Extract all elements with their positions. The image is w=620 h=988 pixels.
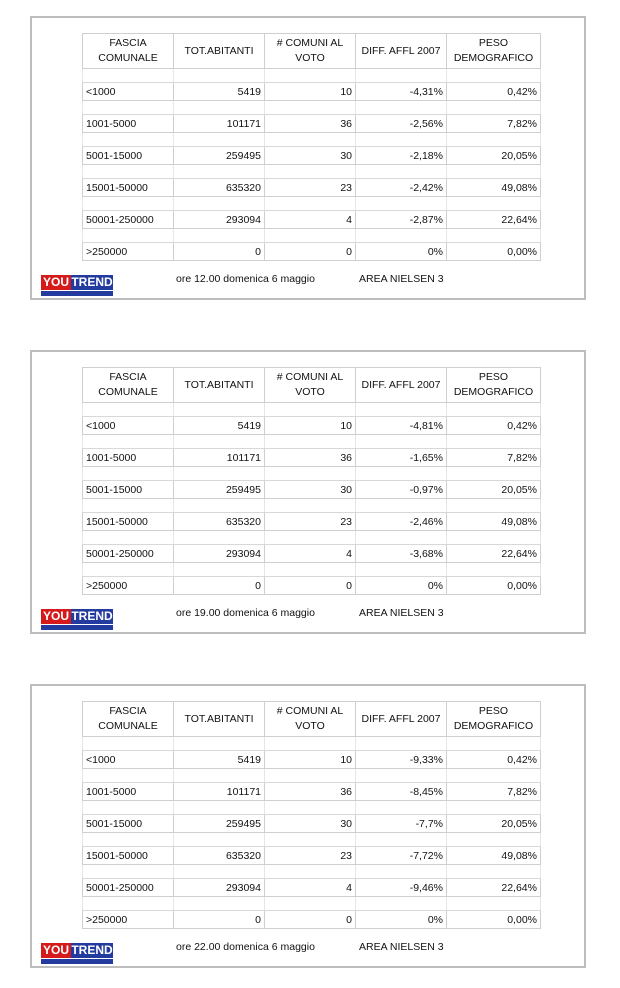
cell-peso: 0,00% [447, 577, 541, 595]
header-abitanti: TOT.ABITANTI [174, 702, 265, 737]
cell-fascia: 5001-15000 [83, 815, 174, 833]
header-comuni: # COMUNI AL VOTO [265, 34, 356, 69]
table-header-row [83, 34, 541, 69]
cell-comuni: 10 [265, 83, 356, 101]
cell-fascia: 50001-250000 [83, 545, 174, 563]
cell-peso: 49,08% [447, 513, 541, 531]
youtrend-logo [41, 275, 113, 297]
cell-diff: -7,7% [356, 815, 447, 833]
youtrend-logo [41, 609, 113, 631]
time-caption: ore 19.00 domenica 6 maggio [176, 607, 315, 619]
cell-peso: 20,05% [447, 481, 541, 499]
cell-comuni: 10 [265, 417, 356, 435]
cell-peso: 20,05% [447, 815, 541, 833]
cell-peso: 0,42% [447, 751, 541, 769]
cell-fascia: 5001-15000 [83, 481, 174, 499]
header-fascia: FASCIA COMUNALE [83, 702, 174, 737]
cell-fascia: >250000 [83, 911, 174, 929]
cell-diff: -0,97% [356, 481, 447, 499]
header-diff: DIFF. AFFL 2007 [356, 368, 447, 403]
cell-comuni: 30 [265, 147, 356, 165]
cell-comuni: 0 [265, 243, 356, 261]
cell-fascia: 5001-15000 [83, 147, 174, 165]
cell-abitanti: 635320 [174, 179, 265, 197]
logo-trend: TREND [71, 609, 113, 623]
table-row [83, 83, 541, 101]
cell-fascia: 1001-5000 [83, 783, 174, 801]
time-caption: ore 22.00 domenica 6 maggio [176, 941, 315, 953]
cell-diff: 0% [356, 577, 447, 595]
cell-abitanti: 293094 [174, 879, 265, 897]
logo-you: YOU [42, 275, 69, 289]
cell-diff: -2,46% [356, 513, 447, 531]
header-abitanti: TOT.ABITANTI [174, 34, 265, 69]
cell-abitanti: 5419 [174, 83, 265, 101]
logo-trend: TREND [71, 943, 113, 957]
header-diff: DIFF. AFFL 2007 [356, 34, 447, 69]
table-header-row [83, 368, 541, 403]
header-comuni: # COMUNI AL VOTO [265, 368, 356, 403]
logo-you: YOU [42, 609, 69, 623]
cell-peso: 0,42% [447, 83, 541, 101]
panel-2 [30, 350, 586, 634]
cell-abitanti: 0 [174, 911, 265, 929]
header-peso: PESO DEMOGRAFICO [447, 34, 541, 69]
cell-comuni: 36 [265, 449, 356, 467]
table-header-row [83, 702, 541, 737]
cell-comuni: 30 [265, 481, 356, 499]
header-diff: DIFF. AFFL 2007 [356, 702, 447, 737]
table-row [83, 815, 541, 833]
cell-abitanti: 5419 [174, 417, 265, 435]
header-peso: PESO DEMOGRAFICO [447, 368, 541, 403]
logo-tagline-bar [41, 291, 113, 296]
cell-diff: -2,42% [356, 179, 447, 197]
logo-tagline-bar [41, 959, 113, 964]
cell-diff: -9,46% [356, 879, 447, 897]
cell-diff: 0% [356, 911, 447, 929]
table-row [83, 449, 541, 467]
cell-peso: 0,00% [447, 243, 541, 261]
cell-peso: 22,64% [447, 879, 541, 897]
cell-diff: -2,56% [356, 115, 447, 133]
cell-comuni: 4 [265, 545, 356, 563]
cell-fascia: 50001-250000 [83, 879, 174, 897]
table-row [83, 879, 541, 897]
table-row [83, 847, 541, 865]
cell-fascia: 15001-50000 [83, 847, 174, 865]
cell-peso: 7,82% [447, 783, 541, 801]
table-row [83, 417, 541, 435]
cell-abitanti: 101171 [174, 449, 265, 467]
cell-peso: 0,42% [447, 417, 541, 435]
stats-table [82, 367, 541, 595]
area-caption: AREA NIELSEN 3 [359, 607, 444, 619]
cell-abitanti: 635320 [174, 513, 265, 531]
table-row [83, 481, 541, 499]
table-row [83, 911, 541, 929]
cell-comuni: 23 [265, 513, 356, 531]
cell-comuni: 4 [265, 879, 356, 897]
cell-fascia: >250000 [83, 243, 174, 261]
cell-peso: 0,00% [447, 911, 541, 929]
table-row [83, 115, 541, 133]
cell-abitanti: 293094 [174, 211, 265, 229]
cell-peso: 7,82% [447, 449, 541, 467]
cell-abitanti: 259495 [174, 481, 265, 499]
cell-abitanti: 635320 [174, 847, 265, 865]
cell-fascia: <1000 [83, 417, 174, 435]
cell-diff: -2,18% [356, 147, 447, 165]
cell-comuni: 0 [265, 577, 356, 595]
cell-abitanti: 101171 [174, 783, 265, 801]
cell-diff: -4,31% [356, 83, 447, 101]
cell-comuni: 36 [265, 115, 356, 133]
cell-abitanti: 0 [174, 577, 265, 595]
cell-comuni: 23 [265, 179, 356, 197]
cell-fascia: >250000 [83, 577, 174, 595]
cell-fascia: 1001-5000 [83, 115, 174, 133]
area-caption: AREA NIELSEN 3 [359, 273, 444, 285]
cell-abitanti: 5419 [174, 751, 265, 769]
header-fascia: FASCIA COMUNALE [83, 34, 174, 69]
cell-diff: -7,72% [356, 847, 447, 865]
cell-diff: 0% [356, 243, 447, 261]
cell-diff: -9,33% [356, 751, 447, 769]
table-row [83, 243, 541, 261]
table-row [83, 147, 541, 165]
table-row [83, 545, 541, 563]
cell-diff: -1,65% [356, 449, 447, 467]
cell-peso: 7,82% [447, 115, 541, 133]
cell-comuni: 0 [265, 911, 356, 929]
time-caption: ore 12.00 domenica 6 maggio [176, 273, 315, 285]
cell-fascia: <1000 [83, 751, 174, 769]
panel-3 [30, 684, 586, 968]
cell-abitanti: 293094 [174, 545, 265, 563]
panel-1 [30, 16, 586, 300]
table-row [83, 513, 541, 531]
cell-peso: 49,08% [447, 847, 541, 865]
cell-abitanti: 259495 [174, 147, 265, 165]
cell-peso: 22,64% [447, 211, 541, 229]
cell-fascia: 1001-5000 [83, 449, 174, 467]
table-row [83, 211, 541, 229]
table-row [83, 751, 541, 769]
table-row [83, 577, 541, 595]
cell-diff: -2,87% [356, 211, 447, 229]
cell-fascia: 15001-50000 [83, 513, 174, 531]
table-row [83, 179, 541, 197]
area-caption: AREA NIELSEN 3 [359, 941, 444, 953]
stats-table [82, 701, 541, 929]
logo-you: YOU [42, 943, 69, 957]
cell-diff: -4,81% [356, 417, 447, 435]
stats-table [82, 33, 541, 261]
cell-diff: -8,45% [356, 783, 447, 801]
cell-comuni: 36 [265, 783, 356, 801]
youtrend-logo [41, 943, 113, 965]
cell-fascia: 15001-50000 [83, 179, 174, 197]
cell-abitanti: 259495 [174, 815, 265, 833]
cell-comuni: 10 [265, 751, 356, 769]
cell-peso: 20,05% [447, 147, 541, 165]
cell-peso: 22,64% [447, 545, 541, 563]
cell-fascia: <1000 [83, 83, 174, 101]
cell-abitanti: 101171 [174, 115, 265, 133]
logo-trend: TREND [71, 275, 113, 289]
header-abitanti: TOT.ABITANTI [174, 368, 265, 403]
cell-peso: 49,08% [447, 179, 541, 197]
header-fascia: FASCIA COMUNALE [83, 368, 174, 403]
cell-abitanti: 0 [174, 243, 265, 261]
header-peso: PESO DEMOGRAFICO [447, 702, 541, 737]
logo-tagline-bar [41, 625, 113, 630]
cell-diff: -3,68% [356, 545, 447, 563]
cell-comuni: 30 [265, 815, 356, 833]
cell-comuni: 4 [265, 211, 356, 229]
table-row [83, 783, 541, 801]
header-comuni: # COMUNI AL VOTO [265, 702, 356, 737]
cell-fascia: 50001-250000 [83, 211, 174, 229]
cell-comuni: 23 [265, 847, 356, 865]
